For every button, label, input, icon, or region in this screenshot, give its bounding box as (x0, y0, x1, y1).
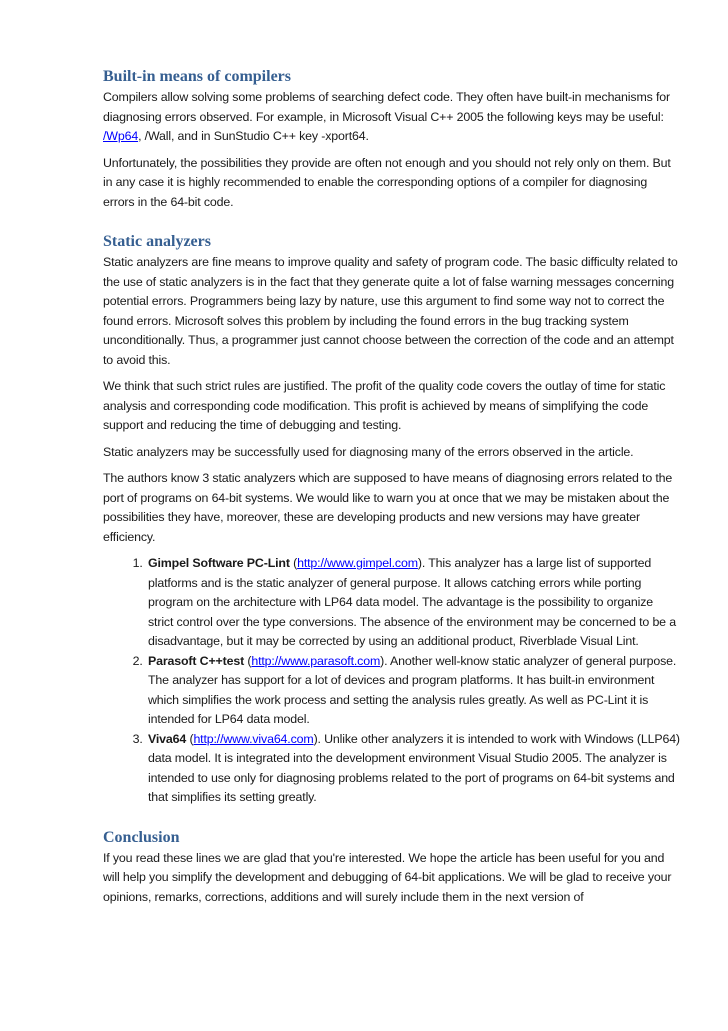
paragraph-text: ( (186, 731, 194, 746)
link-wp64[interactable]: /Wp64 (103, 129, 139, 143)
paragraph-compilers-limits: Unfortunately, the possibilities they provide are often not enough and you should not rely only on them. But in any case it is highly recommended to enable the corresponding options of a compiler for diagnosing errors in the 64-bit code. (103, 155, 671, 209)
link-parasoft[interactable]: http://www.parasoft.com (251, 653, 381, 668)
link-viva64[interactable]: http://www.viva64.com (193, 731, 314, 746)
heading-static-analyzers: Static analyzers (103, 233, 211, 250)
link-gimpel[interactable]: http://www.gimpel.com (297, 556, 418, 570)
paragraph-text: ( (289, 556, 298, 570)
document-body (103, 66, 680, 914)
analyzer-name: Parasoft C++test (148, 653, 245, 668)
paragraph-strict-rules: We think that such strict rules are justified. The profit of the quality code covers the outlay of time for static analysis and corresponding code modification. This profit is achieved by means of simplifying the code support and reducing the time of debugging and testing. (103, 379, 666, 432)
analyzer-description: ). Another well-know static analyzer of general purpose. The analyzer has support for a lot of devices and program platforms. It has built-in environment which simplifies the work process and setting the analysis rules greatly. As well as PC-Lint it is intended for LP64 data model. (148, 653, 677, 726)
paragraph-conclusion: If you read these lines we are glad that you're interested. We hope the article has been useful for you and will help you simplify the development and debugging of 64-bit applications. We will be glad to receive your opinions, remarks, corrections, additions and will surely include them in the next version of (103, 850, 672, 904)
analyzer-description: ). This analyzer has a large list of supported platforms and is the static analyzer of general purpose. It allows catching errors while porting program on the architecture with LP64 data model. The advantage is the possibility to organize strict control over the type conversions. The absence of the environment may be concerned to be a disadvantage, but it may be corrected by using an additional product, Riverblade Visual Lint. (148, 556, 676, 648)
paragraph-text: , /Wall, and in SunStudio C++ key -xport64. (138, 129, 369, 143)
analyzer-name: Gimpel Software PC-Lint (148, 556, 290, 570)
paragraph-diagnosing: Static analyzers may be successfully used for diagnosing many of the errors observed in the article. (103, 444, 634, 459)
paragraph-text: ( (244, 653, 252, 668)
paragraph-static-intro: Static analyzers are fine means to improve quality and safety of program code. The basic difficulty related to the use of static analyzers is in the fact that they generate quite a lot of false warning messages concerning potential errors. Programmers being lazy by nature, use this argument to find some way not to correct the found errors. Microsoft solves this problem by including the found errors in the bug tracking system unconditionally. Thus, a programmer just cannot choose between the correction of the code and an attempt to avoid this. (103, 255, 678, 367)
analyzers-list (103, 554, 680, 808)
list-item (146, 730, 680, 808)
paragraph-three-analyzers: The authors know 3 static analyzers which are supposed to have means of diagnosing errors related to the port of programs on 64-bit systems. We would like to warn you at once that we may be mistaken about the possibilities they have, moreover, these are developing products and new versions may have greater efficiency. (103, 471, 673, 544)
list-item (146, 652, 680, 730)
list-item (146, 554, 680, 652)
heading-conclusion: Conclusion (103, 828, 180, 846)
analyzer-description: ). Unlike other analyzers it is intended to work with Windows (LLP64) data model. It is integrated into the development environment Visual Studio 2005. The analyzer is intended to use only for diagnosing problems related to the port of programs on 64-bit systems and that simplifies its setting greatly. (148, 731, 680, 804)
analyzer-name: Viva64 (148, 731, 187, 746)
paragraph-text: Compilers allow solving some problems of searching defect code. They often have built-in mechanisms for diagnosing errors observed. For example, in Microsoft Visual C++ 2005 the following keys may be useful: (103, 90, 670, 124)
paragraph-compilers-keys (103, 88, 680, 147)
heading-builtin-compilers: Built-in means of compilers (103, 68, 291, 85)
